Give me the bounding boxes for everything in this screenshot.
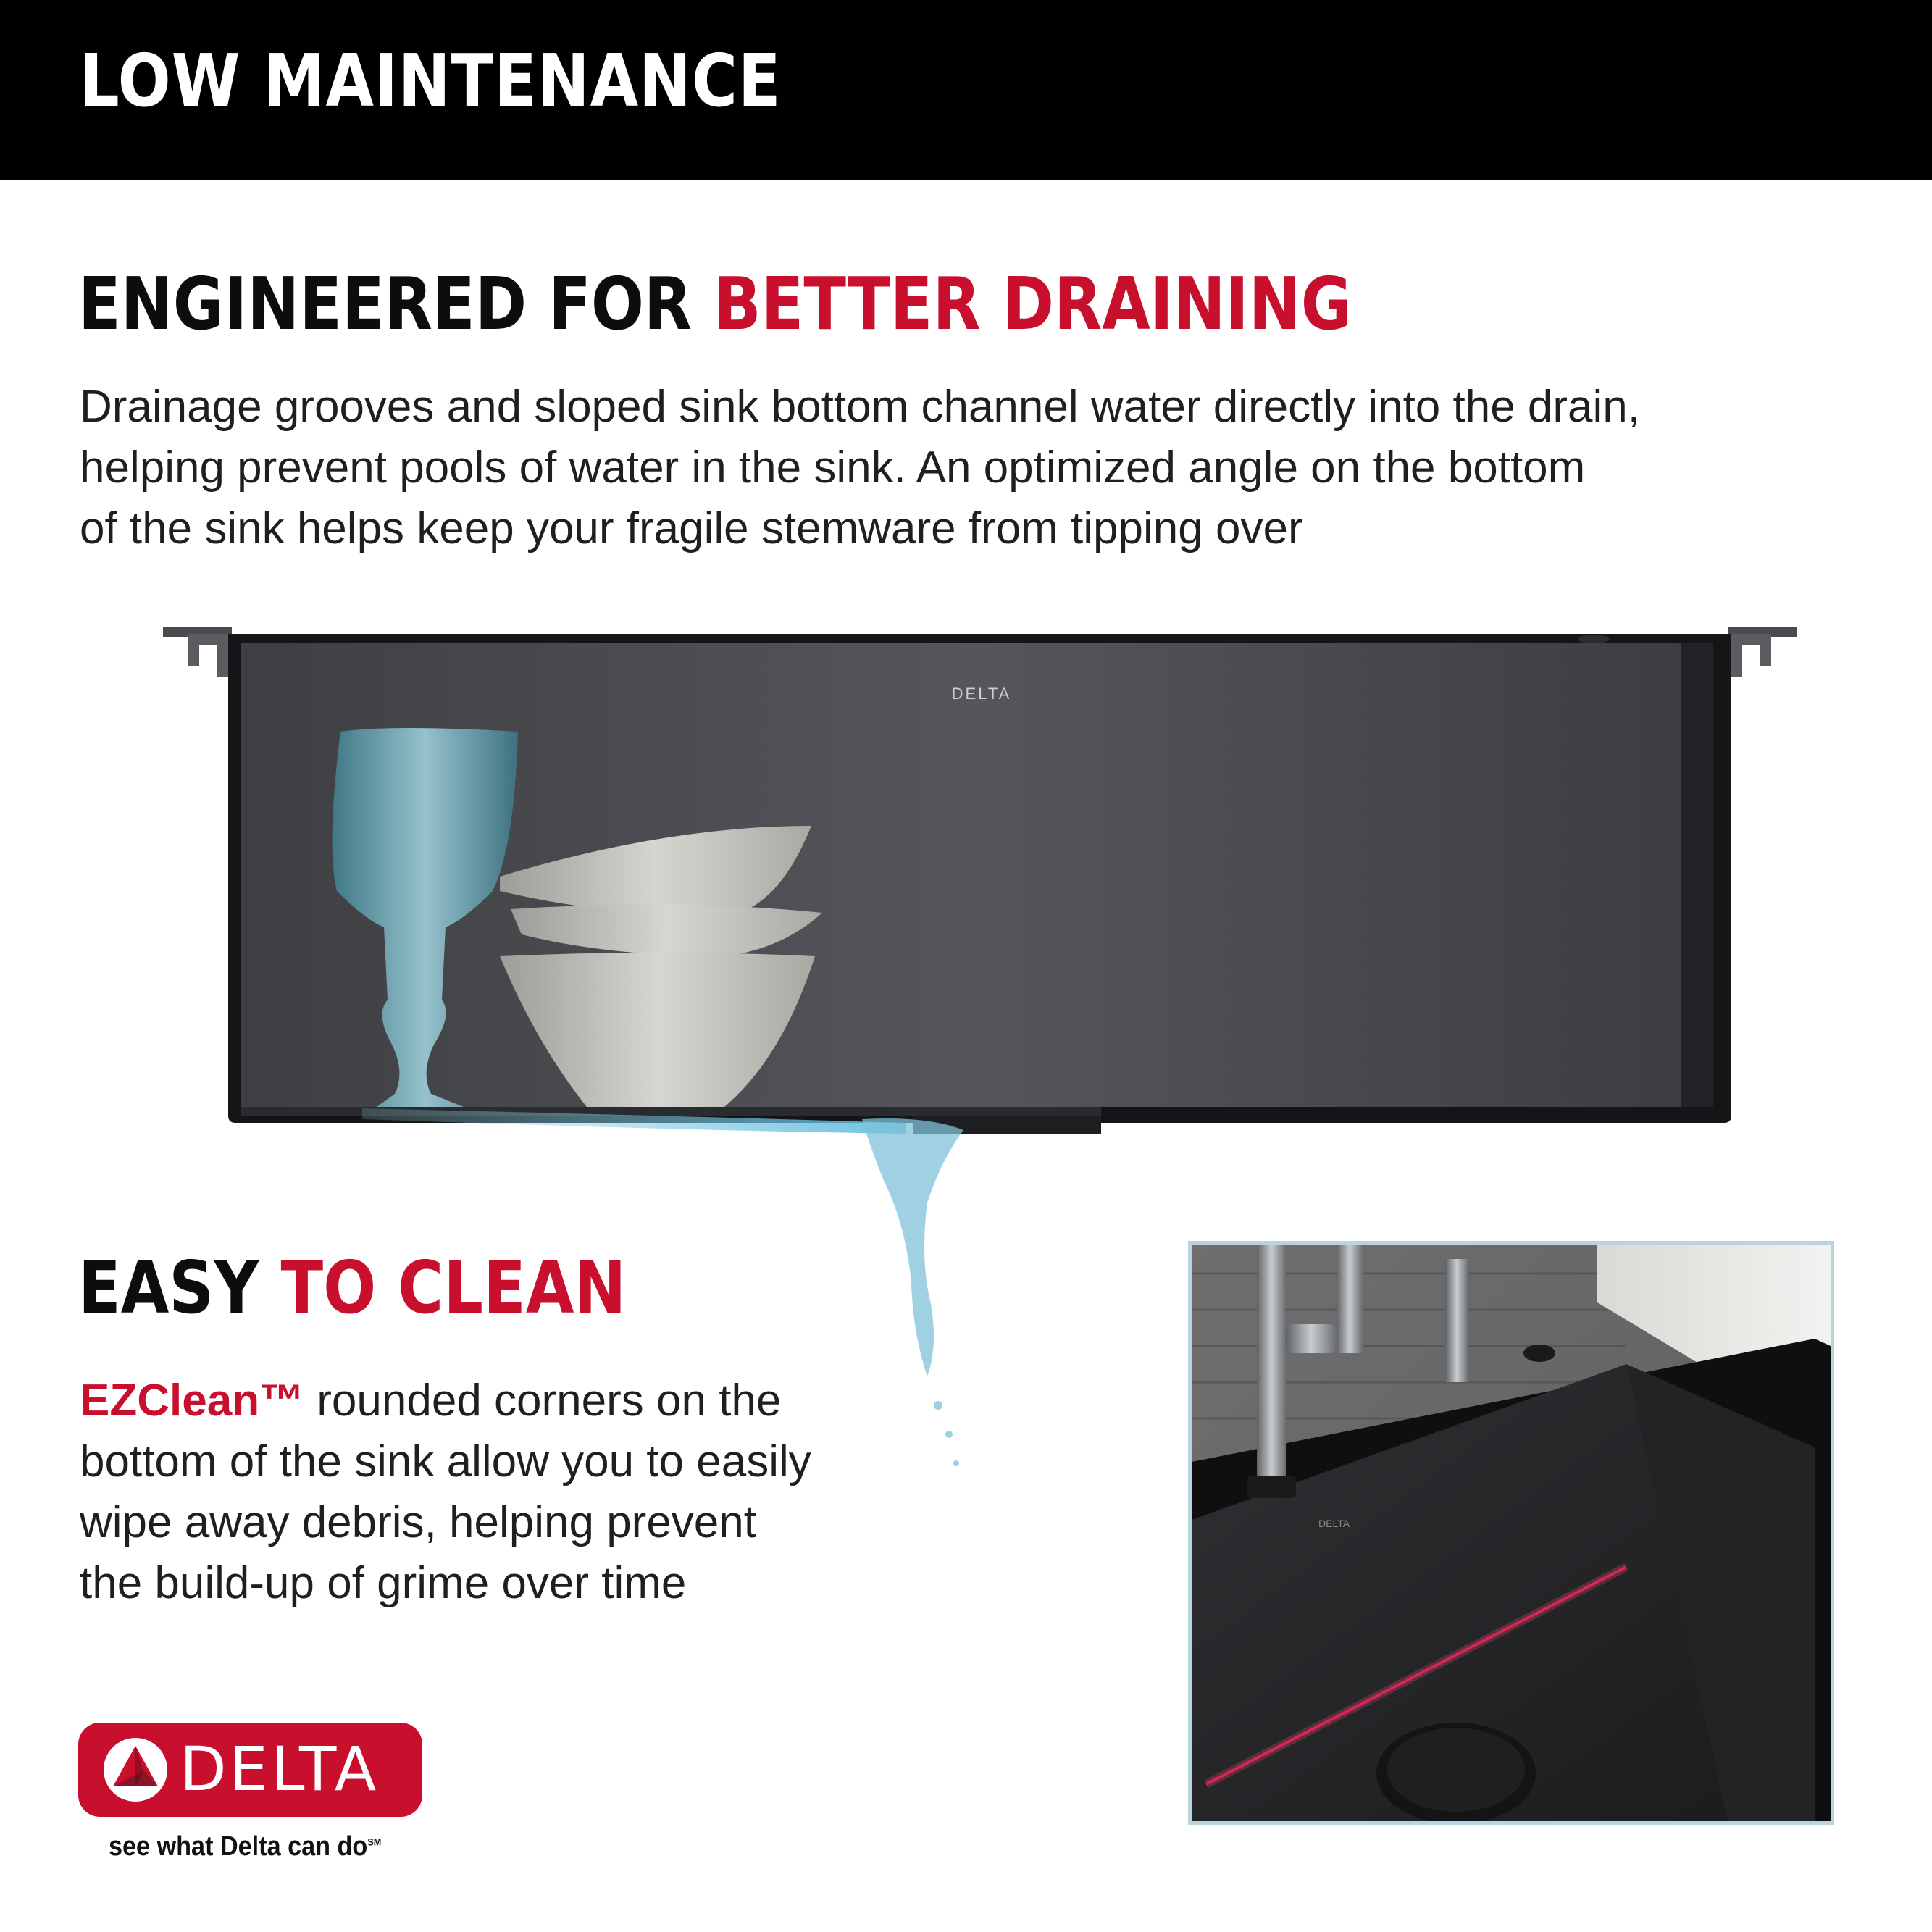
delta-triangle-icon	[101, 1736, 170, 1804]
service-mark: SM	[367, 1836, 382, 1848]
water-stream	[862, 1118, 963, 1466]
delta-tagline-text: see what Delta can do	[109, 1831, 368, 1862]
clean-line-rest: rounded corners on the	[304, 1376, 782, 1426]
delta-logo-word: DELTA	[180, 1734, 380, 1805]
clean-heading	[78, 1245, 627, 1330]
clean-heading-accent: TO CLEAN	[280, 1245, 627, 1330]
drain-heading	[78, 262, 1352, 346]
drain-heading-accent: BETTER DRAINING	[714, 262, 1352, 346]
clean-heading-plain: EASY	[78, 1245, 259, 1330]
delta-tagline	[109, 1831, 381, 1862]
sink-corner-photo	[1188, 1241, 1834, 1825]
photo-brand-mark: DELTA	[1318, 1518, 1350, 1529]
drain-line: Drainage grooves and sloped sink bottom channel water directly into the drain,	[80, 382, 1641, 432]
sink-brand-mark: DELTA	[951, 685, 1012, 703]
clean-line: bottom of the sink allow you to easily	[80, 1437, 811, 1486]
delta-logo	[78, 1723, 422, 1817]
drain-heading-plain: ENGINEERED FOR	[78, 262, 693, 346]
drain-line: of the sink helps keep your fragile stemware from tipping over	[80, 503, 1303, 553]
banner-title: LOW MAINTENANCE	[80, 38, 782, 123]
clean-line: the build-up of grime over time	[80, 1558, 687, 1608]
top-banner	[0, 0, 1932, 180]
ezclean-brand-term: EZClean™	[80, 1376, 305, 1426]
drain-description	[80, 377, 1640, 559]
clean-line: wipe away debris, helping prevent	[80, 1497, 756, 1547]
drain-line: helping prevent pools of water in the sink. An optimized angle on the bottom	[80, 443, 1586, 493]
clean-description	[80, 1371, 811, 1614]
clean-line	[80, 1371, 811, 1431]
